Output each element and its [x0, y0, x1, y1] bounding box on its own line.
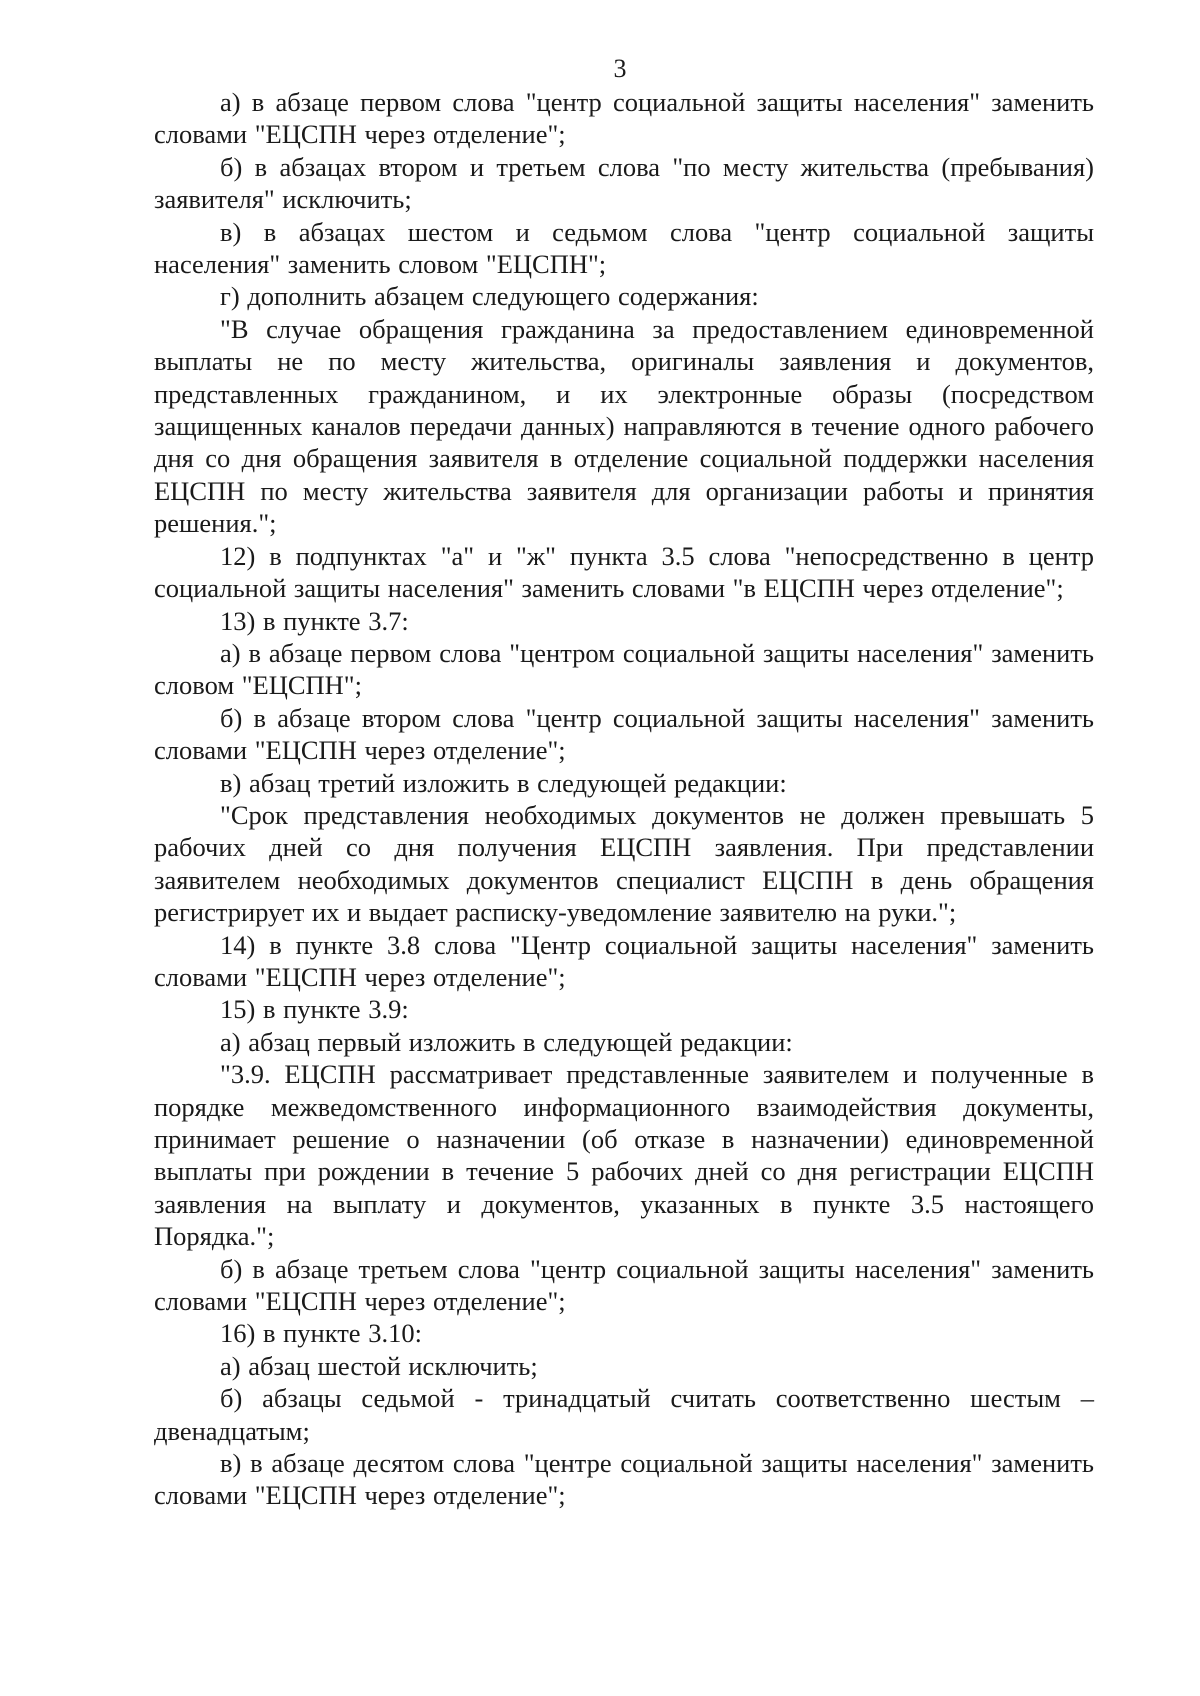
- document-body: [154, 86, 1094, 1512]
- paragraph: б) в абзаце втором слова "центр социальной защиты населения" заменить словами "ЕЦСПН через отделение";: [154, 702, 1094, 766]
- paragraph: а) в абзаце первом слова "центр социальной защиты населения" заменить словами "ЕЦСПН через отделение";: [154, 87, 1094, 150]
- paragraph: 15) в пункте 3.9:: [220, 994, 409, 1025]
- paragraph: в) в абзаце десятом слова "центре социальной защиты населения" заменить словами "ЕЦСПН через отделение";: [154, 1448, 1094, 1511]
- paragraph: 16) в пункте 3.10:: [220, 1318, 422, 1349]
- paragraph: 13) в пункте 3.7:: [220, 605, 409, 636]
- paragraph: "3.9. ЕЦСПН рассматривает представленные заявителем и полученные в порядке межведомственного информационного взаимодействия документы, принимает решение о назначении (об отказе в назначении) единовременной выплаты при рождении в течение 5 рабочих дней со дня регистрации ЕЦСПН заявления на выплату и документов, указанных в пункте 3.5 настоящего Порядка.";: [154, 1059, 1094, 1252]
- paragraph: б) в абзацах втором и третьем слова "по месту жительства (пребывания) заявителя" исключить;: [154, 151, 1094, 215]
- page-number: 3: [613, 54, 627, 83]
- paragraph: г) дополнить абзацем следующего содержания:: [220, 281, 759, 312]
- paragraph: а) в абзаце первом слова "центром социальной защиты населения" заменить словом "ЕЦСПН";: [154, 637, 1094, 701]
- paragraph: а) абзац шестой исключить;: [220, 1350, 538, 1381]
- paragraph: 12) в подпунктах "а" и "ж" пункта 3.5 слова "непосредственно в центр социальной защиты населения" заменить словами "в ЕЦСПН через отделение";: [154, 540, 1094, 604]
- paragraph: б) абзацы седьмой - тринадцатый считать соответственно шестым – двенадцатым;: [154, 1383, 1094, 1446]
- paragraph: в) абзац третий изложить в следующей редакции:: [220, 767, 787, 798]
- paragraph: а) абзац первый изложить в следующей редакции:: [220, 1026, 793, 1057]
- paragraph: "Срок представления необходимых документов не должен превышать 5 рабочих дней со дня получения ЕЦСПН заявления. При представлении заявителем необходимых документов специалист ЕЦСПН в день обращения регистрирует их и выдает расписку-уведомление заявителю на руки.";: [154, 799, 1094, 928]
- paragraph: в) в абзацах шестом и седьмом слова "центр социальной защиты населения" заменить словом "ЕЦСПН";: [154, 216, 1094, 280]
- paragraph: "В случае обращения гражданина за предоставлением единовременной выплаты не по месту жительства, оригиналы заявления и документов, представленных гражданином, и их электронные образы (посредством защищенных каналов передачи данных) направляются в течение одного рабочего дня со дня обращения заявителя в отделение социальной поддержки населения ЕЦСПН по месту жительства заявителя для организации работы и принятия решения.";: [154, 313, 1094, 539]
- paragraph: 14) в пункте 3.8 слова "Центр социальной защиты населения" заменить словами "ЕЦСПН через отделение";: [154, 929, 1094, 992]
- paragraph: б) в абзаце третьем слова "центр социальной защиты населения" заменить словами "ЕЦСПН через отделение";: [154, 1253, 1094, 1317]
